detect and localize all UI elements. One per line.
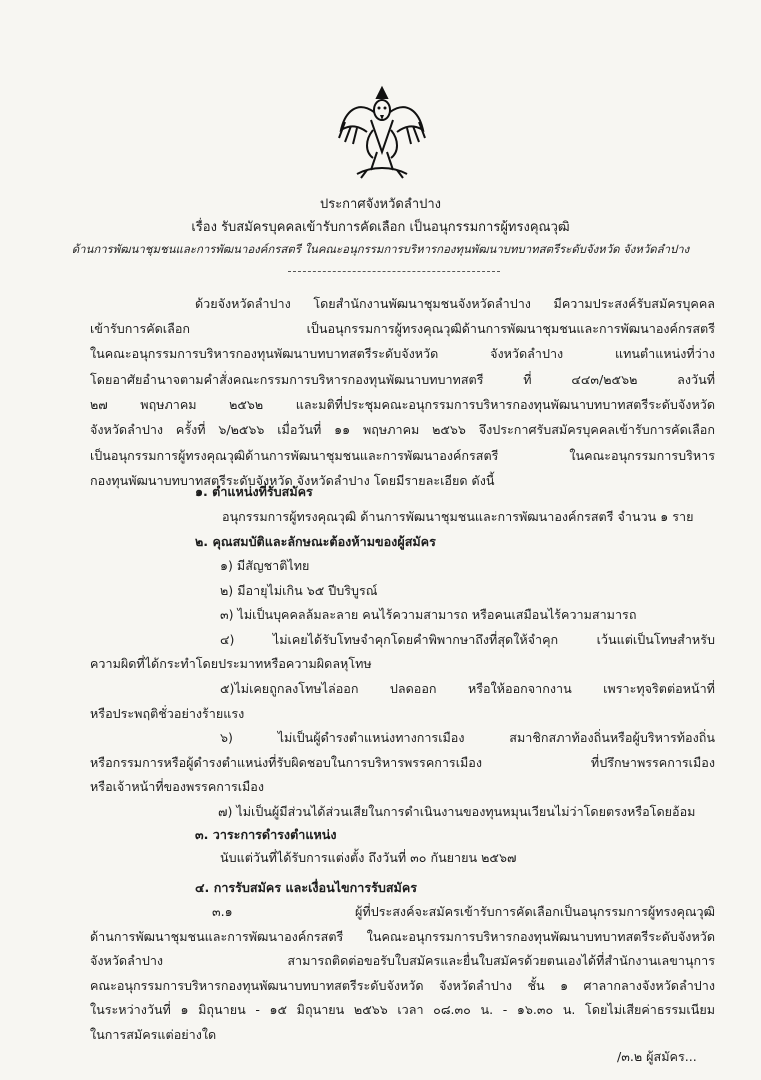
qualification-item-6-cont2: หรือเจ้าหน้าที่ของพรรคการเมือง (90, 779, 265, 794)
qualification-item-5: ๕)ไม่เคยถูกลงโทษไล่ออก ปลดออก หรือให้ออกจากงาน เพราะทุจริตต่อหน้าที่ (220, 681, 715, 696)
garuda-emblem-icon (337, 82, 427, 182)
application-line-4: คณะอนุกรรมการบริหารกองทุนพัฒนาบทบาทสตรีระดับจังหวัด จังหวัดลำปาง ชั้น ๑ ศาลากลางจังหวัดลำปาง (90, 978, 715, 993)
intro-line-4: โดยอาศัยอำนาจตามคำสั่งคณะกรรมการบริหารกองทุนพัฒนาบทบาทสตรี ที่ ๔๔๓/๒๕๖๒ ลงวันที่ (90, 372, 715, 387)
qualification-item-4: ๔) ไม่เคยได้รับโทษจำคุกโดยคำพิพากษาถึงที่สุดให้จำคุก เว้นแต่เป็นโทษสำหรับ (220, 632, 715, 647)
section-3-heading: ๓. วาระการดำรงตำแหน่ง (195, 827, 337, 842)
qualification-item-1: ๑) มีสัญชาติไทย (220, 558, 310, 573)
qualification-item-2: ๒) มีอายุไม่เกิน ๖๕ ปีบริบูรณ์ (220, 583, 378, 598)
section-4-heading: ๔. การรับสมัคร และเงื่อนไขการรับสมัคร (195, 880, 418, 895)
continued-marker: /๓.๒ ผู้สมัคร... (617, 1049, 697, 1064)
section-3-text: นับแต่วันที่ได้รับการแต่งตั้ง ถึงวันที่ ๓๐ กันยายน ๒๕๖๗ (220, 850, 517, 865)
intro-line-8: กองทุนพัฒนาบทบาทสตรีระดับจังหวัด จังหวัดลำปาง โดยมีรายละเอียด ดังนี้ (90, 473, 495, 488)
application-line-5: ในระหว่างวันที่ ๑ มิถุนายน - ๑๕ มิถุนายน ๒๕๖๖ เวลา ๐๘.๓๐ น. - ๑๖.๓๐ น. โดยไม่เสียค่าธรรมเนียม (90, 1002, 715, 1017)
application-line-3: จังหวัดลำปาง สามารถติดต่อขอรับใบสมัครและยื่นใบสมัครด้วยตนเองได้ที่สำนักงานเลขานุการ (90, 953, 715, 968)
application-line-1: ๓.๑ ผู้ที่ประสงค์จะสมัครเข้ารับการคัดเลือกเป็นอนุกรรมการผู้ทรงคุณวุฒิ (212, 904, 715, 919)
intro-line-2: เข้ารับการคัดเลือก เป็นอนุกรรมการผู้ทรงคุณวุฒิด้านการพัฒนาชุมชนและการพัฒนาองค์กรสตรี (90, 321, 715, 336)
qualification-item-6-cont: หรือกรรมการหรือผู้ดำรงตำแหน่งที่รับผิดชอบในการบริหารพรรคการเมือง ที่ปรึกษาพรรคการเมือง (90, 755, 715, 770)
intro-line-5: ๒๗ พฤษภาคม ๒๕๖๒ และมติที่ประชุมคณะอนุกรรมการบริหารกองทุนพัฒนาบทบาทสตรีระดับจังหวัด (90, 397, 715, 412)
intro-line-1: ด้วยจังหวัดลำปาง โดยสำนักงานพัฒนาชุมชนจังหวัดลำปาง มีความประสงค์รับสมัครบุคคล (195, 296, 715, 311)
section-1-text: อนุกรรมการผู้ทรงคุณวุฒิ ด้านการพัฒนาชุมชนและการพัฒนาองค์กรสตรี จำนวน ๑ ราย (222, 509, 694, 524)
qualification-item-7: ๗) ไม่เป็นผู้มีส่วนได้ส่วนเสียในการดำเนินงานของทุนหมุนเวียนไม่ว่าโดยตรงหรือโดยอ้อม (218, 804, 696, 819)
qualification-item-5-cont: หรือประพฤติชั่วอย่างร้ายแรง (90, 706, 245, 721)
application-line-6: ในการสมัครแต่อย่างใด (90, 1027, 217, 1042)
intro-line-7: เป็นอนุกรรมการผู้ทรงคุณวุฒิด้านการพัฒนาชุมชนและการพัฒนาองค์กรสตรี ในคณะอนุกรรมการบริหาร (90, 448, 715, 463)
qualification-item-3: ๓) ไม่เป็นบุคคลล้มละลาย คนไร้ความสามารถ หรือคนเสมือนไร้ความสามารถ (220, 607, 637, 622)
section-1-heading: ๑. ตำแหน่งที่รับสมัคร (195, 484, 313, 499)
announcement-title: ประกาศจังหวัดลำปาง (319, 197, 442, 212)
announcement-subject-line2: ด้านการพัฒนาชุมชนและการพัฒนาองค์กรสตรี ในคณะอนุกรรมการบริหารกองทุนพัฒนาบทบาทสตรีระดับจังหวัด จังหวัดลำปาง (71, 242, 690, 256)
qualification-item-6: ๖) ไม่เป็นผู้ดำรงตำแหน่งทางการเมือง สมาชิกสภาท้องถิ่นหรือผู้บริหารท้องถิ่น (220, 730, 715, 745)
announcement-subject: เรื่อง รับสมัครบุคคลเข้ารับการคัดเลือก เป็นอนุกรรมการผู้ทรงคุณวุฒิ (191, 220, 570, 235)
application-line-2: ด้านการพัฒนาชุมชนและการพัฒนาองค์กรสตรี ในคณะอนุกรรมการบริหารกองทุนพัฒนาบทบาทสตรีระดับจังหวัด (90, 929, 715, 944)
intro-line-3: ในคณะอนุกรรมการบริหารกองทุนพัฒนาบทบาทสตรีระดับจังหวัด จังหวัดลำปาง แทนตำแหน่งที่ว่าง (90, 346, 715, 361)
qualification-item-4-cont: ความผิดที่ได้กระทำโดยประมาทหรือความผิดลหุโทษ (90, 656, 372, 671)
section-2-heading: ๒. คุณสมบัติและลักษณะต้องห้ามของผู้สมัคร (195, 534, 436, 549)
title-divider (288, 271, 500, 272)
intro-line-6: จังหวัดลำปาง ครั้งที่ ๖/๒๕๖๖ เมื่อวันที่ ๑๑ พฤษภาคม ๒๕๖๖ จึงประกาศรับสมัครบุคคลเข้ารับการคัดเลือก (90, 422, 715, 437)
